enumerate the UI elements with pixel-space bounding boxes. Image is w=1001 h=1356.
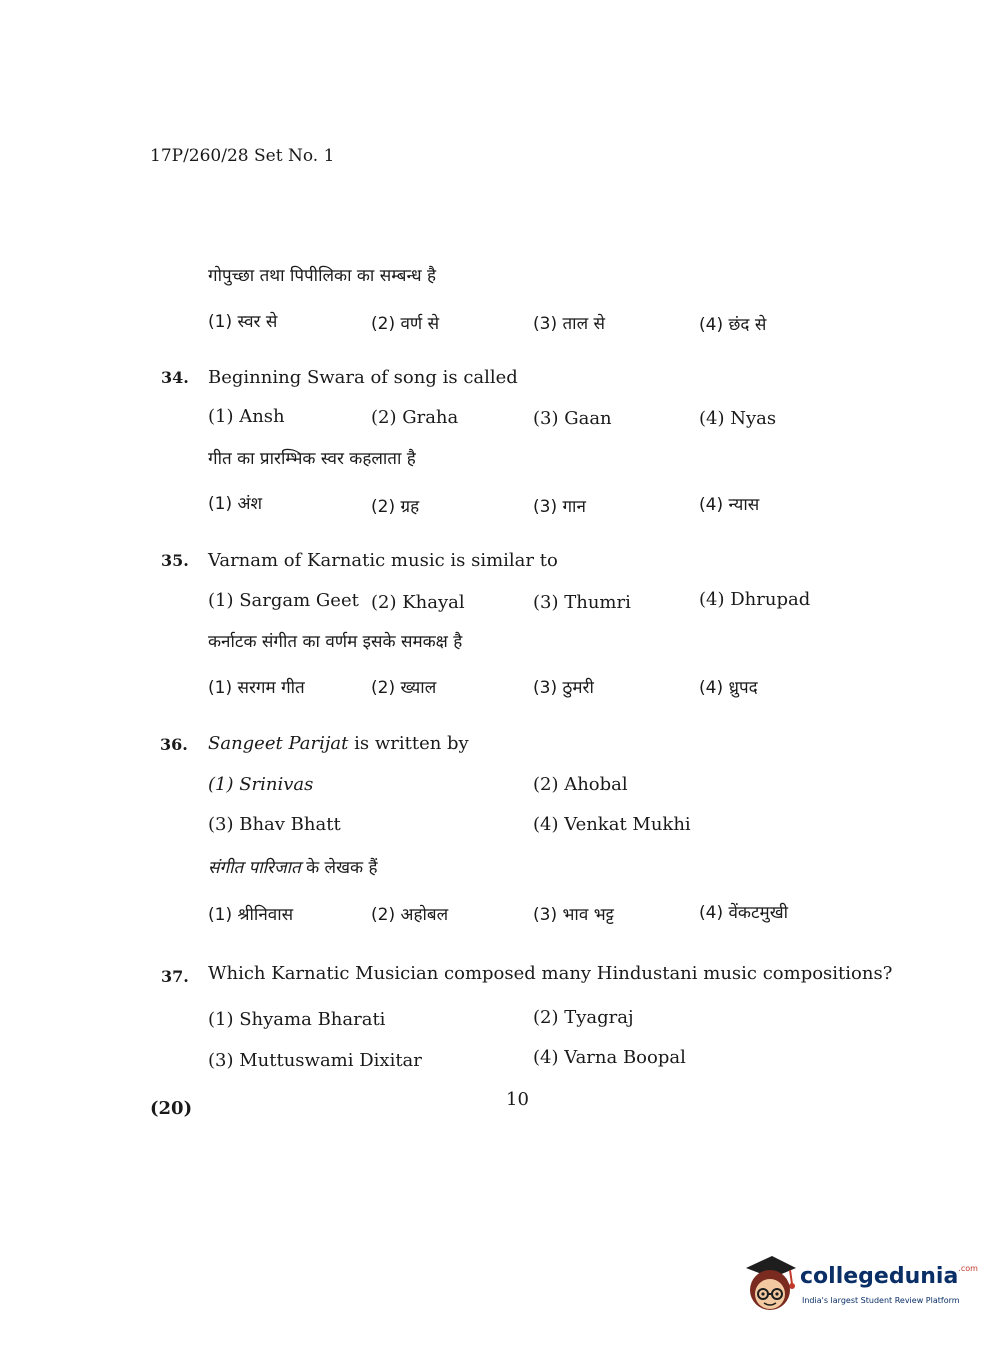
q34-option-1: (1) Ansh [208, 406, 285, 427]
q36-hi-option-1: (1) श्रीनिवास [208, 905, 294, 925]
logo-name: collegedunia [800, 1264, 959, 1289]
q34-hi-option-2: (2) ग्रह [371, 497, 420, 517]
collegedunia-logo[interactable] [742, 1250, 978, 1320]
q35-hi-option-2: (2) ख्याल [371, 678, 437, 698]
logo-suffix: .com [958, 1264, 978, 1273]
q35-option-2: (2) Khayal [371, 592, 465, 613]
q36-text-rest: is written by [348, 733, 469, 754]
q37-option-3: (3) Muttuswami Dixitar [208, 1050, 422, 1071]
q36-hi-option-4: (4) वेंकटमुखी [699, 903, 789, 923]
q36-hi-option-3: (3) भाव भट्ट [533, 905, 614, 925]
q35-option-3: (3) Thumri [533, 592, 631, 613]
q35-option-1: (1) Sargam Geet [208, 590, 359, 611]
q33-hi-option-1: (1) स्वर से [208, 312, 278, 332]
q33-hi-option-3: (3) ताल से [533, 314, 605, 334]
q34-hindi-text: गीत का प्रारम्भिक स्वर कहलाता है [208, 449, 416, 469]
q35-hi-option-1: (1) सरगम गीत [208, 678, 305, 698]
q35-hi-option-3: (3) ठुमरी [533, 678, 594, 698]
q34-hi-option-1: (1) अंश [208, 494, 263, 514]
q36-hi-option-2: (2) अहोबल [371, 905, 449, 925]
q36-number: 36. [160, 735, 188, 754]
q36-text-title: Sangeet Parijat [208, 733, 349, 754]
q34-number: 34. [161, 368, 189, 387]
q34-option-2: (2) Graha [371, 407, 459, 428]
q37-option-2: (2) Tyagraj [533, 1007, 634, 1028]
q36-option-2: (2) Ahobal [533, 774, 628, 795]
q34-option-4: (4) Nyas [699, 408, 777, 429]
page-number: 10 [506, 1089, 529, 1110]
q37-option-4: (4) Varna Boopal [533, 1047, 686, 1068]
mascot-icon [742, 1250, 798, 1314]
q36-text [208, 733, 469, 754]
logo-tagline: India's largest Student Review Platform [802, 1296, 960, 1305]
q34-option-3: (3) Gaan [533, 408, 612, 429]
q37-number: 37. [161, 967, 189, 986]
q37-option-1: (1) Shyama Bharati [208, 1009, 386, 1030]
q35-text: Varnam of Karnatic music is similar to [208, 550, 558, 571]
q36-hindi-rest: के लेखक हैं [300, 858, 378, 878]
q36-option-4: (4) Venkat Mukhi [533, 814, 691, 835]
q33-hi-option-4: (4) छंद से [699, 315, 767, 335]
q35-hindi-text: कर्नाटक संगीत का वर्णम इसके समकक्ष है [208, 632, 463, 652]
q34-text: Beginning Swara of song is called [208, 367, 518, 388]
q35-option-4: (4) Dhrupad [699, 589, 811, 610]
logo-wordmark [800, 1264, 978, 1289]
marks-label: (20) [150, 1098, 193, 1119]
q37-text: Which Karnatic Musician composed many Hindustani music compositions? [208, 963, 893, 984]
q35-hi-option-4: (4) ध्रुपद [699, 678, 758, 698]
q33-hi-option-2: (2) वर्ण से [371, 314, 440, 334]
q35-number: 35. [161, 551, 189, 570]
set-code-header: 17P/260/28 Set No. 1 [150, 146, 335, 166]
q34-hi-option-4: (4) न्यास [699, 495, 760, 515]
q36-option-1: (1) Srinivas [208, 774, 314, 795]
q34-hi-option-3: (3) गान [533, 497, 586, 517]
q33-hindi-text: गोपुच्छा तथा पिपीलिका का सम्बन्ध है [208, 266, 437, 286]
q36-hindi-title: संगीत पारिजात [208, 858, 301, 878]
q36-hindi-text [208, 855, 377, 878]
q36-option-3: (3) Bhav Bhatt [208, 814, 341, 835]
